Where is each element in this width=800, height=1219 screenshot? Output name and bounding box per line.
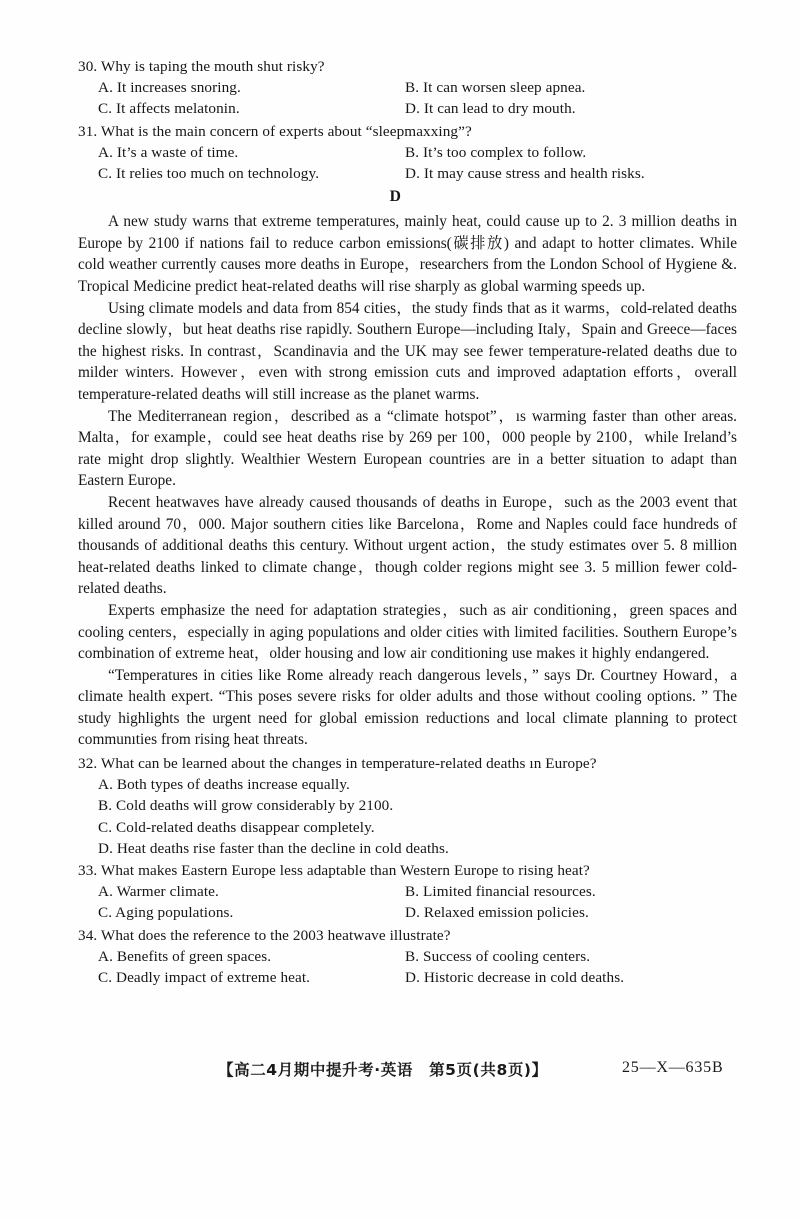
question-33-options-row-2 <box>78 902 738 923</box>
question-32-option-a[interactable]: A. Both types of deaths increase equally. <box>98 776 350 794</box>
question-31-stem: 31. What is the main concern of experts about “sleepmaxxing”? <box>78 122 472 140</box>
passage-paragraph-3: The Mediterranean region，described as a “climate hotspot”，ıs warming faster than other areas. Malta，for example，could see heat deaths rise by 269 per 100，000 people by 2100，while Ireland’s rate might drop slightly. Wealthier Western European countries are in a better situation to adapt than Eastern Europe. <box>78 407 737 490</box>
question-30-option-c[interactable]: C. It affects melatonin. <box>98 100 240 118</box>
passage-paragraph-6: “Temperatures in cities like Rome already reach dangerous levels，” says Dr. Courtney Howard，a climate health expert. “This poses severe risks for older adults and those without cooling options. ” The study highlights the urgent need for global emission reductions and local climate planning to protect communıties from rising heat threats. <box>78 666 737 749</box>
question-34-option-d[interactable]: D. Historic decrease in cold deaths. <box>405 969 625 987</box>
question-34-options-row-1 <box>78 946 738 967</box>
question-33-options-row-1 <box>78 881 738 902</box>
question-32-option-b[interactable]: B. Cold deaths will grow considerably by 2100. <box>98 797 394 815</box>
question-34-option-c[interactable]: C. Deadly impact of extreme heat. <box>98 969 311 987</box>
question-32-stem: 32. What can be learned about the changes in temperature-related deaths ın Europe? <box>78 755 597 773</box>
question-31-option-a[interactable]: A. It’s a waste of time. <box>98 143 239 161</box>
question-34-options-row-2 <box>78 967 738 988</box>
page-footer <box>0 1058 800 1088</box>
passage-paragraph-5: Experts emphasize the need for adaptation strategies，such as air conditioning，green spaces and cooling centers，especially in aging populations and older cities with limited facilities. Southern Europe’s combination of extreme heat，older housing and low air conditioning use makes it highly endangered. <box>78 601 737 663</box>
passage-label-wrap <box>78 188 713 206</box>
question-31-options-row-1 <box>78 142 738 163</box>
passage-paragraph-1: A new study warns that extreme temperatures, mainly heat, could cause up to 2. 3 million deaths in Europe by 2100 if nations fail to reduce carbon emissions(碳排放) and adapt to hotter climates. While cold weather currently causes more deaths in Europe，researchers from the London School of Hygiene &. Tropical Medicine predict heat-related deaths will rise sharply as global warming speeds up. <box>78 213 737 295</box>
question-33-option-c[interactable]: C. Aging populations. <box>98 904 234 922</box>
question-32-option-c[interactable]: C. Cold-related deaths disappear completely. <box>98 818 375 836</box>
question-31-options-row-2 <box>78 163 738 184</box>
question-31-option-b[interactable]: B. It’s too complex to follow. <box>405 143 587 161</box>
question-32 <box>78 753 738 859</box>
question-34-option-a[interactable]: A. Benefits of green spaces. <box>98 947 272 965</box>
passage-label-d: D <box>389 188 402 206</box>
question-31-option-c[interactable]: C. It relies too much on technology. <box>98 165 320 183</box>
question-33-stem: 33. What makes Eastern Europe less adaptable than Western Europe to rising heat? <box>78 862 590 880</box>
page-content <box>78 56 738 989</box>
question-34-option-b[interactable]: B. Success of cooling centers. <box>405 947 591 965</box>
footer-exam-title: 【高二4月期中提升考·英语 第5页(共8页)】 <box>218 1061 548 1079</box>
question-30-option-d[interactable]: D. It can lead to dry mouth. <box>405 100 576 118</box>
question-33 <box>78 860 738 924</box>
question-30-options-row-1 <box>78 77 738 98</box>
question-33-option-b[interactable]: B. Limited financial resources. <box>405 883 596 901</box>
question-30-option-b[interactable]: B. It can worsen sleep apnea. <box>405 79 586 97</box>
question-30-stem: 30. Why is taping the mouth shut risky? <box>78 58 325 75</box>
question-32-option-d[interactable]: D. Heat deaths rise faster than the decline in cold deaths. <box>98 839 449 857</box>
question-33-option-a[interactable]: A. Warmer climate. <box>98 883 219 901</box>
question-31-option-d[interactable]: D. It may cause stress and health risks. <box>405 165 645 183</box>
question-34-stem: 34. What does the reference to the 2003 heatwave illustrate? <box>78 926 451 944</box>
question-31 <box>78 121 738 185</box>
question-34 <box>78 925 738 989</box>
passage-paragraph-4: Recent heatwaves have already caused thousands of deaths in Europe，such as the 2003 event that killed around 70，000. Major southern cities like Barcelona，Rome and Naples could face hundreds of thousands of additional deaths this century. Without urgent action，the study estimates over 5. 8 million heat-related deaths linked to climate change，though colder regions might see 3. 5 million fewer cold-related deaths. <box>78 493 737 598</box>
passage-paragraph-2: Using climate models and data from 854 cities，the study finds that as it warms，cold-related deaths decline slowly，but heat deaths rise rapidly. Southern Europe—including Italy，Spain and Greece—faces the highest risks. In contrast，Scandinavia and the UK may see fewer temperature-related deaths due to milder winters. However，even with strong emission cuts and improved adaptation efforts，overall temperature-related deaths will still increase as the planet warms. <box>78 299 737 403</box>
question-30-option-a[interactable]: A. It increases snoring. <box>98 79 241 97</box>
footer-paper-code: 25—X—635B <box>622 1059 724 1076</box>
question-30-options-row-2 <box>78 98 738 119</box>
question-30 <box>78 56 738 120</box>
question-32-options <box>78 774 738 859</box>
question-33-option-d[interactable]: D. Relaxed emission policies. <box>405 904 589 922</box>
